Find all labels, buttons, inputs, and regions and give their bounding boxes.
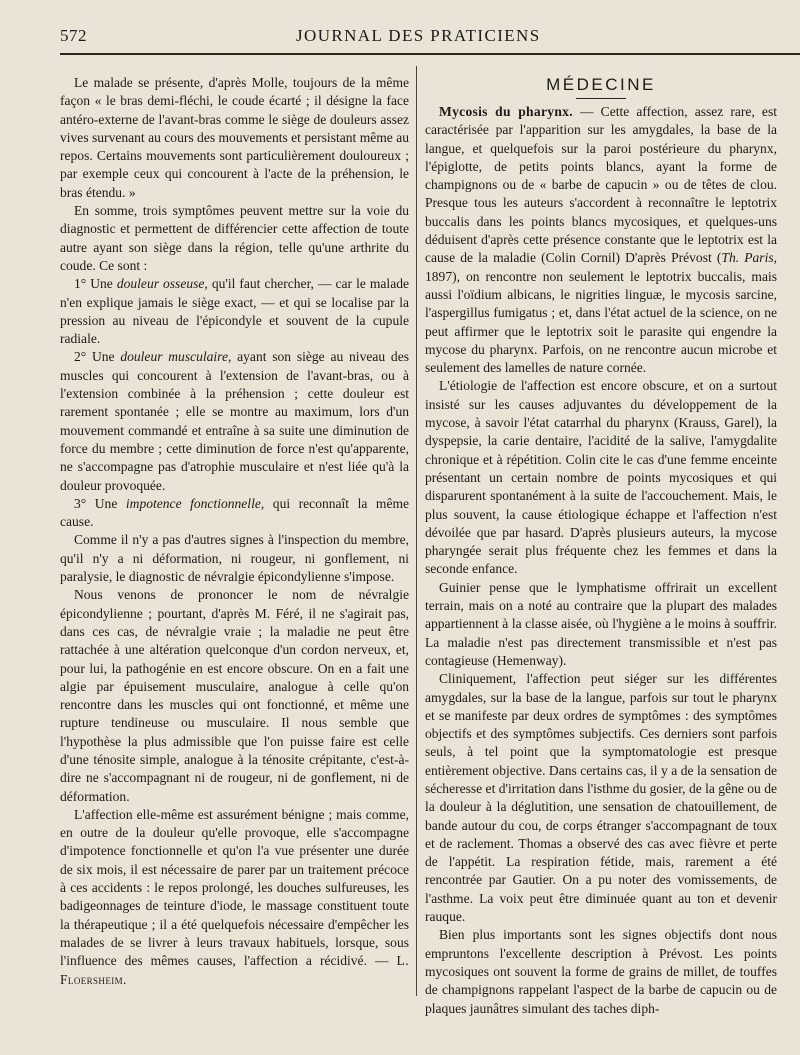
paragraph: Le malade se présente, d'après Molle, toujours de la même façon « le bras demi-fléchi, le coude écarté ; il désigne la face antéro-externe de l'avant-bras comme le siège de douleurs assez vives survenant au cours des mouvements et persistant même au repos. Certains mouvements sont particulièrement douloureux ; par exemple ceux qui concourent à l'acte de la préhension, le bras étendu. » [60,75,409,200]
paragraph: Nous venons de prononcer le nom de névralgie épicondylienne ; pourtant, d'après M. Féré, il ne s'agirait pas, dans ces cas, de névralgie vraie ; la maladie ne peut être rattachée à une altération quelconque d'un cordon nerveux, et, pour lui, la pathogénie en est encore obscure. On en a fait une algie par épuisement musculaire, analogue à celle qu'on rencontre dans les muscles qui ont fonctionné, et même une rupture tendineuse ou musculaire. Il nous semble que l'hypothèse la plus admissible que l'on puisse faire est celle d'une ténosite simple, analogue à la ténosite crépitante, c'est-à-dire ne s'accompagnant ni de rougeur, ni de gonflement, ni de déformation. [60,587,409,804]
paragraph [425,103,777,377]
emphasis: Th. Paris, [721,250,777,266]
list-number: 2° [74,349,87,365]
paragraph: Bien plus importants sont les signes objectifs dont nous empruntons l'excellente description à Prévost. Les points mycosiques ont souvent la forme de grains de millet, de touffes de champignons rappelant l'aspect de la barbe de capucin ou de plaques jaunâtres simulant des taches diph- [425,927,777,1016]
paragraph: Cliniquement, l'affection peut siéger sur les différentes amygdales, sur la base de la langue, parfois sur tout le pharynx et se manifeste par deux ordres de symptômes : des symptômes objectifs et des symptômes subjectifs. Ces derniers sont parfois seuls, à tel point que la symptomatologie est presque entièrement objective. Dans certains cas, il y a de la sensation de sécheresse et d'irritation dans l'isthme du gosier, de la gêne ou de la douleur à la déglutition, une sensation de chatouillement, de bande autour du cou, de corps étranger s'accompagnant de toux et de raclement. Thomas a observé des cas avec fièvre et perte de l'appétit. La respiration fétide, mais, rarement a été rencontrée par Gautier. On a pu noter des vomissements, de l'asthme. La voix peut être diminuée quant au ton et devenir rauque. [425,671,777,925]
text: ayant son siège au niveau des muscles qui concourent à l'extension de l'avant-bras, ou à l'extension combinée à la préhension ; cette douleur est rarement spontanée ; elle se montre au maximum, lors d'un mouvement commandé et entraîne à sa suite une diminution de force du membre ; cette diminution de force n'est qu'apparente, ne s'accompagne pas d'atrophie musculaire et n'est liée qu'à la douleur provoquée. [60,349,409,493]
text: L'affection elle-même est assurément bénigne ; mais comme, en outre de la douleur qu'elle provoque, elle s'accompagne d'impotence fonctionnelle et qu'on l'a vue présenter une durée de six mois, il est nécessaire de parer par un traitement précoce à ces accidents : le repos prolongé, les douches sulfureuses, les badigeonnages de teinture d'iode, le massage constituent toute la thérapeutique ; il a été quelquefois nécessaire d'empêcher les malades de se livrer à leurs travaux habituels, lorsque, sous l'influence des mêmes causes, l'affection a récidivé. — [60,806,409,969]
title-rule [576,98,626,99]
text: Une [91,349,115,365]
paragraph: En somme, trois symptômes peuvent mettre sur la voie du diagnostic et permettent de différencier cette affection de toute autre ayant son siège dans la région, telle qu'une arthrite du coude. Ce sont : [60,203,409,273]
running-head: JOURNAL DES PRATICIENS [296,26,541,45]
emphasis: douleur musculaire, [120,349,232,365]
paragraph: Comme il n'y a pas d'autres signes à l'inspection du membre, qu'il n'y a ni déformation, ni rougeur, ni gonflement, ni paralysie, le diagnostic de névralgie épicondylienne s'impose. [60,532,409,585]
list-number: 1° [74,276,87,292]
text: qui reconnaît la même cause. [60,495,410,530]
emphasis: impotence fonctionnelle, [125,495,265,511]
text: — Cette affection, assez rare, est caractérisée par l'apparition sur les amygdales, la base de la langue, et quelquefois sur la paroi postérieure du pharynx, l'épiglotte, de petits points blancs, ayant la forme de champignons ou de « barbe de capucin » ou de têtes de clou. Presque tous les auteurs s'accordent à reconnaître le leptotrix buccalis dans les points blancs mycosiques, et quelques-uns déduisent d'après cette présence constante que le leptotrix est la cause de la maladie (Colin Cornil) D'après Prévost ( [425,104,777,266]
text: 1897), on rencontre non seulement le leptotrix buccalis, mais aussi l'oïdium albicans, le nigrities linguæ, le mycosis sarcine, l'aspergillus fumigatus ; et, dans l'état actuel de la science, on ne peut affirmer que le leptotrix soit le parasite qui engendre la mycose du pharynx. Parfois, on ne rencontre aucun microbe et seulement des lamelles de nature cornée. [425,268,777,376]
right-column [425,74,777,1018]
symptom-2 [60,348,409,494]
emphasis: douleur osseuse, [116,276,208,292]
column-divider [416,66,417,996]
list-number: 3° [74,495,87,511]
paragraph: Guinier pense que le lymphatisme offrirait un excellent terrain, mais on a noté au contraire que la plupart des malades appartiennent à la classe aisée, où l'hygiène a le moins à souffrir. La maladie n'est pas directement transmissible et n'est pas contagieuse (Hemenway). [425,579,777,668]
author-signature: L. Floersheim. [60,953,409,987]
left-column [60,74,409,989]
paragraph [60,806,409,989]
header-rule [60,53,800,55]
text: qu'il faut chercher, — car le malade n'en explique jamais le siège exact, — et qui se localise par la pression au niveau de l'épicondyle et souvent de la cupule radiale. [60,276,409,347]
symptom-1 [60,275,409,348]
text: Une [90,276,113,292]
page-number: 572 [60,26,87,45]
section-title: MÉDECINE [546,75,656,94]
paragraph: L'étiologie de l'affection est encore obscure, et on a surtout insisté sur les causes adjuvantes du développement de la mycose, à savoir l'état catarrhal du pharynx (Krauss, Garel), la dyspepsie, la carie dentaire, l'acidité de la salive, l'amygdalite chronique et à répétition. Colin cite le cas d'une femme enceinte présentant un certain nombre de points mycosiques et qui disparurent spontanément à la suite de l'accouchement. Mais, le plus souvent, la cause étiologique échappe et l'affection n'est dévoilée que par hasard. D'après plusieurs auteurs, la mycose pharyngée serait plus fréquente chez les femmes et dans la seconde enfance. [425,378,777,577]
page-header [0,0,800,54]
symptom-3 [60,495,409,532]
article-heading: Mycosis du pharynx. [439,104,573,119]
text: Une [94,495,118,511]
